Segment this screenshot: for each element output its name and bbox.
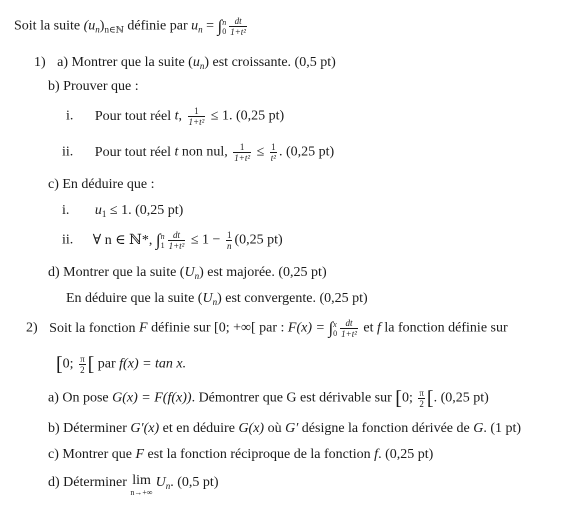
q1-bi-end: ≤ 1. (0,25 pt): [207, 108, 285, 124]
q1-bi-text: Pour tout réel: [94, 108, 175, 124]
q2-d: [48, 474, 218, 497]
q2-b-g4: G: [473, 421, 484, 436]
q1-d-sub: n: [194, 271, 200, 281]
q2-integral-sign: ∫: [328, 318, 334, 338]
q1-bii-le: ≤: [253, 144, 268, 160]
q1-a-end: ) est croissante. (0,5 pt): [204, 55, 336, 70]
intro-eq: =: [202, 18, 218, 34]
q2-a-open: [: [395, 387, 402, 410]
q2-a-zero: 0;: [401, 390, 417, 406]
q2-b-g: G′(x): [130, 421, 160, 436]
intro-line: [14, 16, 249, 39]
q1-ci-sub: 1: [101, 209, 107, 219]
q2-lead2: définie sur [0; +∞[ par :: [147, 320, 288, 336]
q1-b-i: i. Pour tout réel t, $\frac{1}{\text{1+t²}}$ ≤ 1. (0,25 pt): [66, 106, 285, 127]
q2-c-f: f: [374, 447, 379, 462]
q1-bii-f1-num: 1: [233, 142, 251, 153]
q1-bi-frac-den: 1+t²: [188, 117, 205, 127]
q1-d: [48, 264, 327, 285]
q2-b-mid3: désigne la fonction dérivée de: [298, 421, 474, 436]
q2-c-end: . (0,25 pt): [378, 447, 434, 462]
q2-l2-close: [: [87, 353, 95, 376]
q1-bi-frac-num: 1: [188, 106, 206, 117]
q2-tail2: la fonction définie sur: [380, 320, 508, 336]
q1-bi-number: i.: [66, 108, 74, 124]
intro-lead: Soit la suite: [14, 18, 84, 34]
q2-a-frac-num: π: [419, 388, 424, 398]
q1-bii-end: . (0,25 pt): [278, 144, 335, 160]
q1-bii-f1-den: 1+t²: [234, 153, 251, 163]
q1-cii-end: (0,25 pt): [234, 232, 283, 248]
q1-b-ii: [62, 142, 334, 163]
q2-frac-den: 1+t²: [341, 329, 357, 339]
q1-cii-lower: 1: [160, 240, 165, 250]
q2-d-text: d) Déterminer: [48, 475, 131, 490]
intro-un-sub: n: [198, 24, 203, 35]
q2-c: [48, 446, 433, 464]
q2-a-close: [: [426, 387, 434, 410]
q2-lead: Soit la fonction: [49, 320, 139, 336]
q2-d-end: . (0,5 pt): [170, 475, 219, 490]
q1-cii-f2-num: 1: [226, 230, 232, 240]
q2-intro: [26, 318, 508, 339]
q2-d-sub: n: [165, 481, 171, 491]
q1-a: [34, 54, 336, 75]
q1-cii-fraction-2: [226, 230, 233, 251]
q1-c-text: c) En déduire que :: [48, 177, 155, 192]
intro-fraction: [229, 16, 247, 37]
q1-bii-f2-den: t²: [270, 153, 276, 163]
q2-number: 2): [26, 320, 38, 336]
q1-bii-text: Pour tout réel: [94, 144, 175, 160]
intro-seq-close: ): [99, 18, 105, 34]
q1-d-u: U: [184, 265, 195, 280]
q1-cii-pre: ∀ n ∈ ℕ*,: [92, 232, 156, 248]
integral-bounds: [222, 18, 226, 36]
q1-d2-end: ) est convergente. (0,25 pt): [217, 291, 368, 306]
q2-b: [48, 420, 521, 438]
q1-cii-f2-den: n: [226, 241, 232, 251]
q1-a-sub: n: [199, 61, 205, 71]
q1-number: 1): [34, 55, 46, 70]
q1-cii-number: ii.: [62, 232, 74, 248]
q2-d-limit: [130, 474, 152, 497]
q1-a-u: u: [192, 55, 200, 70]
q1-bii-number: ii.: [62, 144, 74, 160]
q1-bii-f2-num: 1: [271, 142, 276, 152]
q1-c: [48, 176, 155, 194]
q2-b-mid: et en déduire: [159, 421, 239, 436]
q2-a-frac-den: 2: [419, 399, 424, 409]
q2-tail: et: [359, 320, 378, 336]
q2-frac-num: dt: [340, 318, 358, 329]
q2-b-g3: G′: [285, 421, 299, 436]
q2-a-fraction: [418, 388, 425, 409]
q2-lower: 0: [333, 328, 338, 338]
q1-bii-fraction-2: [270, 142, 277, 163]
q1-bi-t: t: [174, 108, 179, 124]
q2-f: f: [377, 320, 381, 336]
q2-b-end: . (1 pt): [483, 421, 522, 436]
q1-bii-t: t: [174, 144, 179, 160]
q2-c-text: c) Montrer que: [48, 447, 136, 462]
q1-d2-text: En déduire que la suite (: [66, 291, 203, 306]
q2-d-under: n→+∞: [130, 488, 153, 497]
q2-a-g: G(x) = F(f(x)): [112, 390, 192, 406]
integral-lower: 0: [222, 26, 227, 36]
q1-bii-fraction-1: [233, 142, 251, 163]
q1-c-ii: [62, 230, 283, 251]
q2-l2-frac-num: π: [80, 354, 85, 364]
q2-F: F: [139, 320, 148, 336]
fraction-numerator: dt: [229, 16, 247, 27]
intro-seq-index: n∈ℕ: [104, 24, 124, 35]
q2-d-U: U: [155, 475, 166, 490]
q2-bounds: [333, 320, 337, 338]
q2-a-end: . (0,25 pt): [433, 390, 489, 406]
q1-a-text: a) Montrer que la suite (: [57, 55, 193, 70]
q1-ci-number: i.: [62, 203, 70, 218]
q2-fraction: [340, 318, 358, 339]
q1-cii-upper: n: [160, 231, 165, 241]
q2-l2-open: [: [56, 353, 63, 376]
q1-cii-frac-den: 1+t²: [168, 241, 185, 251]
q2-c-mid: est la fonction réciproque de la fonction: [144, 447, 375, 462]
q1-b-text: b) Prouver que :: [48, 79, 139, 94]
intro-seq: (u: [83, 18, 96, 34]
fraction-denominator: 1+t²: [230, 27, 246, 37]
q2-b-text: b) Déterminer: [48, 421, 131, 436]
integral-sign: ∫: [217, 16, 223, 36]
q1-cii-bounds: [161, 232, 165, 250]
q1-ci-u: u: [94, 203, 102, 218]
q2-l2-text: par: [94, 356, 120, 372]
q2-b-g2: G(x): [238, 421, 265, 436]
q1-d-text: d) Montrer que la suite (: [48, 265, 185, 280]
q1-cii-integral-sign: ∫: [155, 230, 161, 250]
q1-cii-fraction: [168, 230, 186, 251]
integral-upper: n: [222, 17, 227, 27]
intro-un: u: [191, 18, 199, 34]
q2-l2-zero: 0;: [62, 356, 78, 372]
q1-d-end: ) est majorée. (0,25 pt): [199, 265, 327, 280]
q1-bii-text2: non nul,: [178, 144, 232, 160]
q2-c-F: F: [135, 447, 145, 462]
intro-seq-sub: n: [95, 24, 100, 35]
q1-b: [48, 78, 139, 96]
intro-mid: définie par: [123, 18, 192, 34]
q1-d2-sub: n: [212, 297, 218, 307]
q2-b-mid2: où: [264, 421, 286, 436]
q2-d-lim: lim: [132, 473, 151, 488]
q1-cii-mid: ≤ 1 −: [187, 232, 224, 248]
q2-Fx: F(x) =: [287, 320, 329, 336]
q1-bi-fraction: [188, 106, 206, 127]
q2-upper: x: [333, 319, 337, 329]
q2-a-mid: . Démontrer que G est dérivable sur: [191, 390, 396, 406]
q2-l2-frac-den: 2: [80, 365, 85, 375]
q1-cii-frac-num: dt: [168, 230, 186, 241]
q1-c-i: [62, 202, 183, 223]
q2-intro-2: [56, 354, 186, 375]
q1-ci-end: ≤ 1. (0,25 pt): [106, 203, 184, 218]
q1-d2-u: U: [202, 291, 213, 306]
q2-a: [48, 388, 489, 409]
q2-a-text: a) On pose: [48, 390, 113, 406]
q2-l2-fraction: [79, 354, 86, 375]
q1-d-2: [66, 290, 368, 311]
q2-l2-fx: f(x) = tan x.: [119, 356, 187, 372]
